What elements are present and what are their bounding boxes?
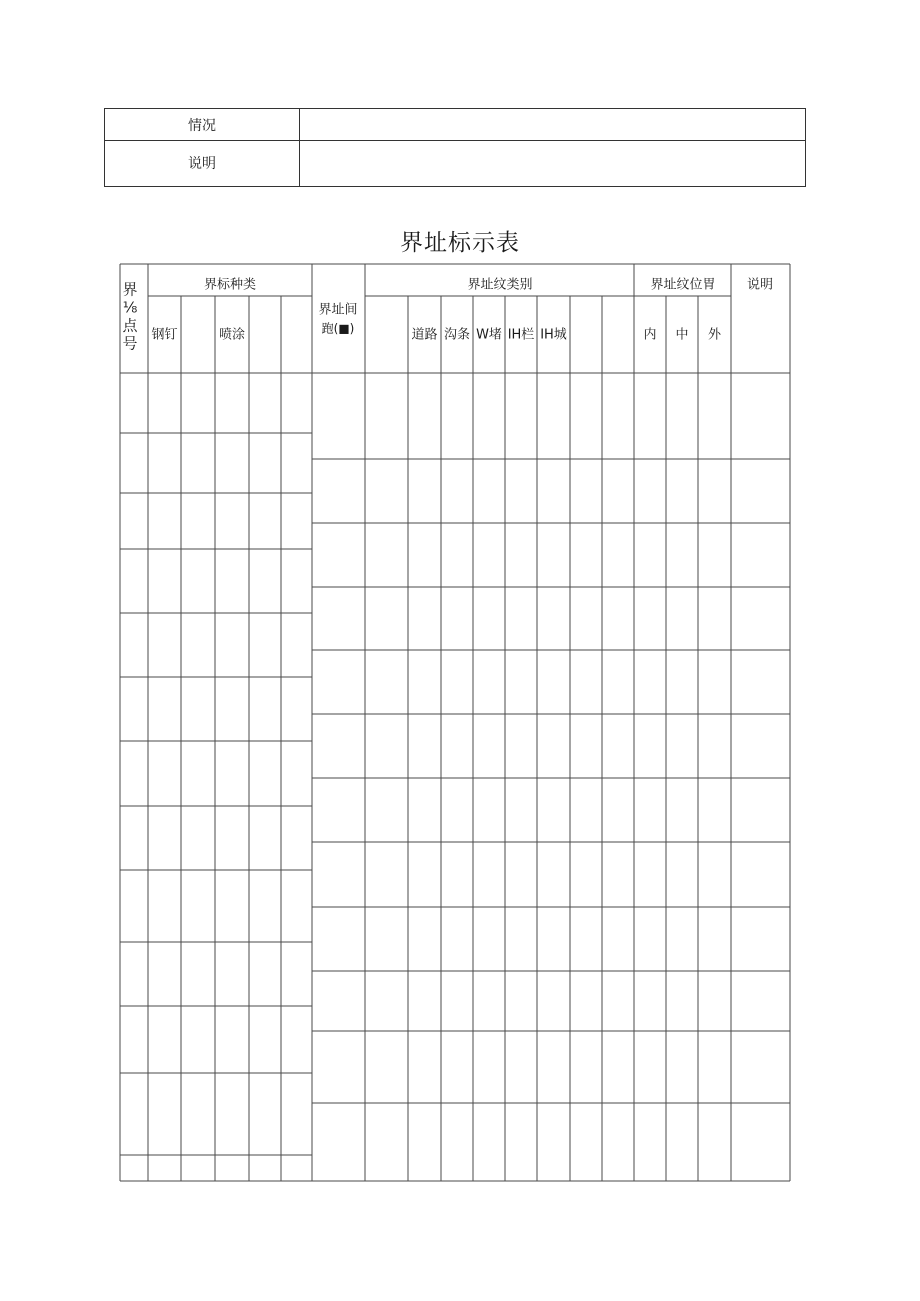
line-type-6: IH城 <box>540 327 567 343</box>
distance-header-line2: 跑(■) <box>321 321 355 336</box>
marker-type-header: 界标种类 <box>203 277 257 293</box>
line-position-header: 界址纹位胃 <box>650 277 716 293</box>
remarks-header: 说明 <box>746 277 774 293</box>
line-position-3: 外 <box>707 327 722 343</box>
line-type-3: 沟条 <box>443 327 471 343</box>
point-number-header-char: 点 <box>122 316 138 335</box>
info-label-remarks: 说明 <box>105 140 300 186</box>
distance-header-line1: 界址间 <box>318 302 358 318</box>
line-position-2: 中 <box>675 327 689 343</box>
point-number-header-char: 号 <box>122 334 138 353</box>
page-title: 界址标示表 <box>400 230 520 256</box>
line-type-4: W堵 <box>476 327 502 343</box>
line-type-5: IH栏 <box>507 327 535 343</box>
point-number-header-char: 界 <box>122 280 138 299</box>
marker-type-3: 喷涂 <box>218 327 246 343</box>
line-position-1: 内 <box>643 327 657 343</box>
line-type-header: 界址纹类别 <box>467 277 533 293</box>
info-label-situation: 情况 <box>105 109 300 140</box>
point-number-header-char: ⅛ <box>122 298 138 317</box>
marker-type-1: 钢钉 <box>151 327 178 343</box>
line-type-2: 道路 <box>411 327 438 343</box>
